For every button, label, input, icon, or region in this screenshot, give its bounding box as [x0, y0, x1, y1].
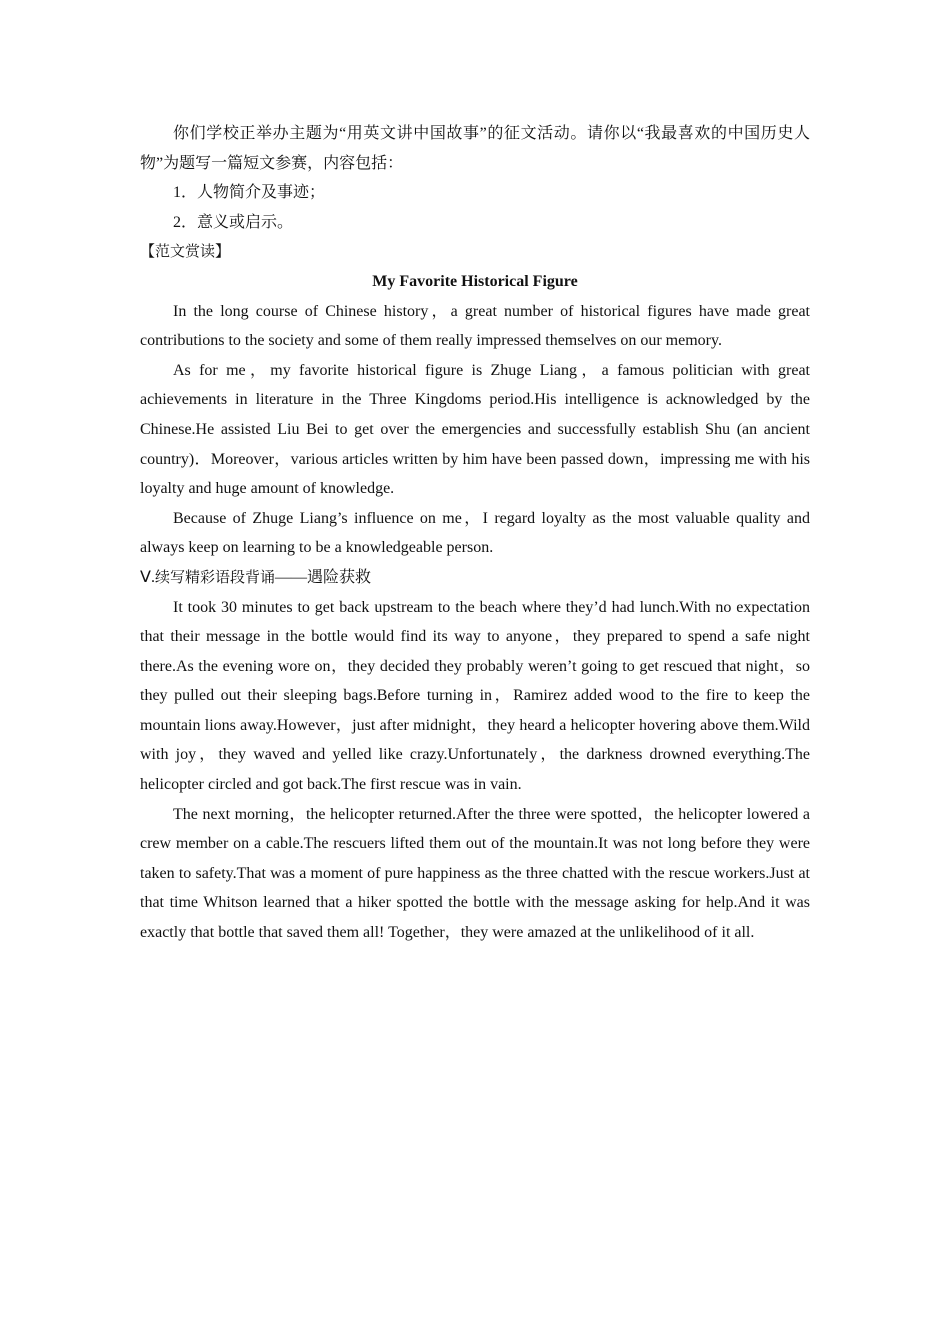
section-5-label: 续写精彩语段背诵 [154, 567, 275, 586]
prompt-item-1: 1．人物简介及事迹； [173, 184, 326, 202]
document-content [140, 119, 810, 948]
essay-title: My Favorite Historical Figure [372, 272, 578, 290]
section-5-numeral: Ⅴ. [140, 568, 155, 586]
prompt-intro: 你们学校正举办主题为“用英文讲中国故事”的征文活动。请你以“我最喜欢的中国历史人物”为题写一篇短文参赛，内容包括： [140, 125, 810, 172]
essay-paragraph-1: In the long course of Chinese history，a great number of historical figures have made great contributions to the society and some of them really impressed themselves on our memory. [140, 302, 810, 350]
continuation-paragraph-1: It took 30 minutes to get back upstream to the beach where they’d had lunch.With no expectation that their message in the bottle would find its way to anyone，they prepared to spend a safe night there.As the evening wore on，they decided they probably weren’t going to get rescued that night，so they pulled out their sleeping bags.Before turning in，Ramirez added wood to the fire to keep the mountain lions away.However，just after midnight，they heard a helicopter hovering above them.Wild with joy，they waved and yelled like crazy.Unfortunately，the darkness drowned everything.The helicopter circled and got back.The first rescue was in vain. [140, 598, 810, 794]
continuation-paragraph-2: The next morning，the helicopter returned.After the three were spotted，the helicopter lowered a crew member on a cable.The rescuers lifted them out of the mountain.It was not long before they were taken to safety.That was a moment of pure happiness as the three chatted with the rescue workers.Just at that time Whitson learned that a hiker spotted the bottle with the message asking for help.And it was exactly that bottle that saved them all! Together，they were amazed at the unlikelihood of it all. [140, 805, 810, 942]
prompt-item-2: 2．意义或启示。 [173, 213, 294, 231]
essay-paragraph-2: As for me，my favorite historical figure is Zhuge Liang，a famous politician with great achievements in literature in the Three Kingdoms period.His intelligence is acknowledged by the Chinese.He assisted Liu Bei to get over the emergencies and successfully establish Shu (an ancient country)．Moreover，various articles written by him have been passed down，impressing me with his loyalty and huge amount of knowledge. [140, 361, 810, 498]
essay-paragraph-3: Because of Zhuge Liang’s influence on me，I regard loyalty as the most valuable quality and always keep on learning to be a knowledgeable person. [140, 509, 810, 557]
section-5-subtitle: ——遇险获救 [274, 568, 371, 586]
section-5-heading [140, 563, 810, 593]
sample-essay-label: 【范文赏读】 [140, 242, 231, 261]
